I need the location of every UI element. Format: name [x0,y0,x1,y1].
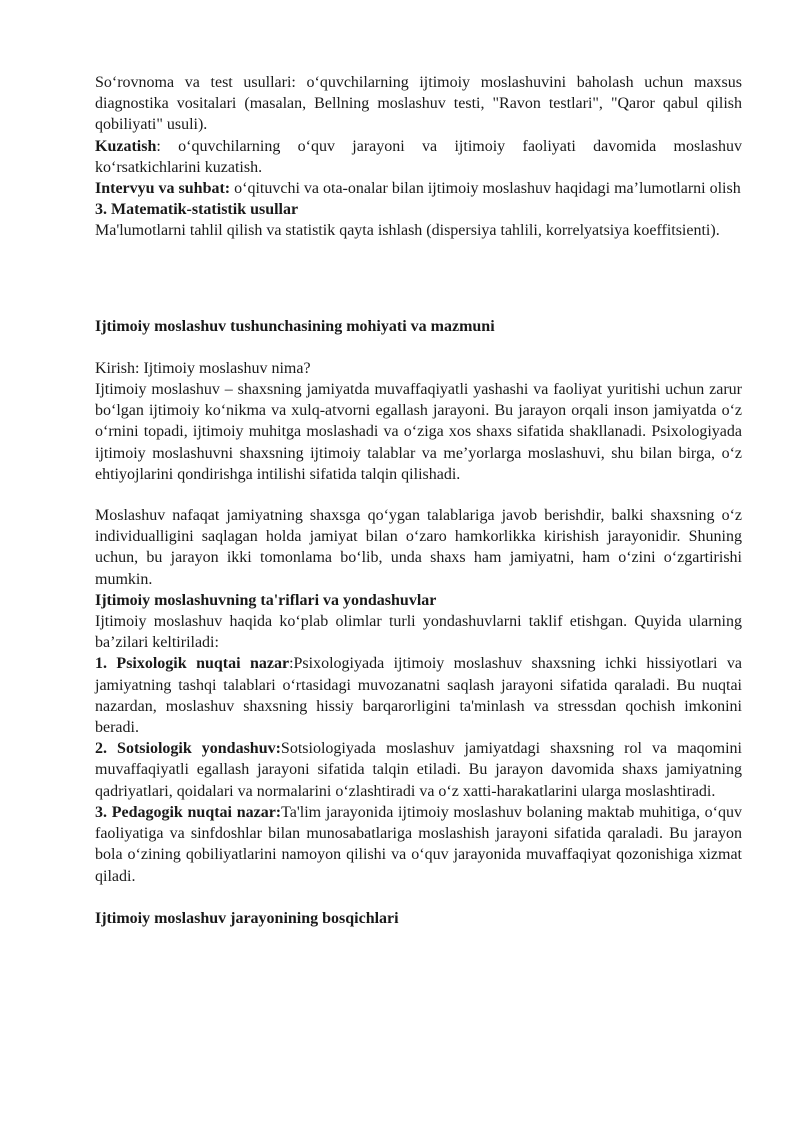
intro-paragraph-1: Ijtimoiy moslashuv – shaxsning jamiyatda muvaffaqiyatli yashashi va faoliyat yuritishi uchun zarur bo‘lgan ijtimoiy ko‘nikma va xulq-atvorni egallash jarayoni. Bu jarayon orqali inson jamiyatda o‘z o‘rnini topadi, ijtimoiy muhitga moslashadi va o‘ziga xos shaxs sifatida shakllanadi. Psixologiyada ijtimoiy moslashuvni shaxsning ijtimoiy talablar va me’yorlarga moslashuvi, shu bilan birga, o‘z ehtiyojlarini qondirishga intilishi sifatida talqin qilishadi. [95,381,742,483]
survey-methods-paragraph: So‘rovnoma va test usullari: o‘quvchilarning ijtimoiy moslashuvini baholash uchun maxsus diagnostika vositalari (masalan, Bellning moslashuv testi, "Ravon testlari", "Qaror qabul qilish qobiliyati" usuli). [95,74,742,134]
definition-item [95,653,742,738]
observation-text: : o‘quvchilarning o‘quv jarayoni va ijtimoiy faoliyati davomida moslashuv ko‘rsatkichlarini kuzatish. [95,137,742,176]
stats-methods-heading: 3. Matematik-statistik usullar [95,201,299,219]
spacer [95,887,742,908]
section-title: Ijtimoiy moslashuv tushunchasining mohiyati va mazmuni [95,317,495,335]
stages-heading: Ijtimoiy moslashuv jarayonining bosqichlari [95,909,399,927]
intro-paragraph-2: Moslashuv nafaqat jamiyatning shaxsga qo‘ygan talablariga javob berishdir, balki shaxsning o‘z individualligini saqlagan holda jamiyat bilan o‘zaro hamkorlikka kirishish jarayonidir. Shuning uchun, bu jarayon ikki tomonlama bo‘lib, unda shaxs ham jamiyatni, ham o‘zini o‘zgartirishi mumkin. [95,507,742,588]
interview-label: Intervyu va suhbat: [95,180,231,198]
definition-item [95,738,742,802]
definition-text: :Psixologiyada ijtimoiy moslashuv shaxsning ichki hissiyotlari va jamiyatning tashqi talablari o‘rtasidagi muvozanatni saqlash jarayoni sifatida qaraladi. Bu nuqtai nazardan, moslashuv shaxsning hissiy barqarorligini ta'minlash va stressdan qochish imkonini beradi. [95,655,742,737]
definitions-heading: Ijtimoiy moslashuvning ta'riflari va yondashuvlar [95,591,437,609]
definition-text: Sotsiologiyada moslashuv jamiyatdagi shaxsning rol va maqomini muvaffaqiyatli egallash jarayoni sifatida talqin etiladi. Bu jarayon davomida shaxs jamiyatning qadriyatlari, qoidalari va normalarini o‘zlashtiradi va o‘z xatti-harakatlarini ularga moslashtiradi. [95,740,742,800]
stats-methods-paragraph: Ma'lumotlarni tahlil qilish va statistik qayta ishlash (dispersiya tahlili, korrelyatsiya koeffitsienti). [95,222,720,240]
spacer [95,485,742,505]
definition-label: 3. Pedagogik nuqtai nazar: [95,803,282,821]
observation-label: Kuzatish [95,137,157,155]
definition-item [95,802,742,887]
interview-paragraph [95,178,742,199]
intro-question: Kirish: Ijtimoiy moslashuv nima? [95,359,311,377]
spacer [95,242,742,316]
definition-label: 1. Psixologik nuqtai nazar [95,655,290,673]
definition-label: 2. Sotsiologik yondashuv: [95,740,281,758]
definition-text: Ta'lim jarayonida ijtimoiy moslashuv bolaning maktab muhitiga, o‘quv faoliyatiga va sinfdoshlar bilan munosabatlariga moslashish jarayoni sifatida qaraladi. Bu jarayon bola o‘zining qobiliyatlarini namoyon qilishi va o‘quv jarayonida muvaffaqiyat qozonishiga xizmat qiladi. [95,803,742,885]
interview-text: o‘qituvchi va ota-onalar bilan ijtimoiy moslashuv haqidagi ma’lumotlarni olish [230,180,741,198]
observation-paragraph [95,136,742,178]
spacer [95,337,742,358]
definitions-lead: Ijtimoiy moslashuv haqida ko‘plab olimlar turli yondashuvlarni taklif etishgan. Quyida ularning ba’zilari keltiriladi: [95,613,742,652]
